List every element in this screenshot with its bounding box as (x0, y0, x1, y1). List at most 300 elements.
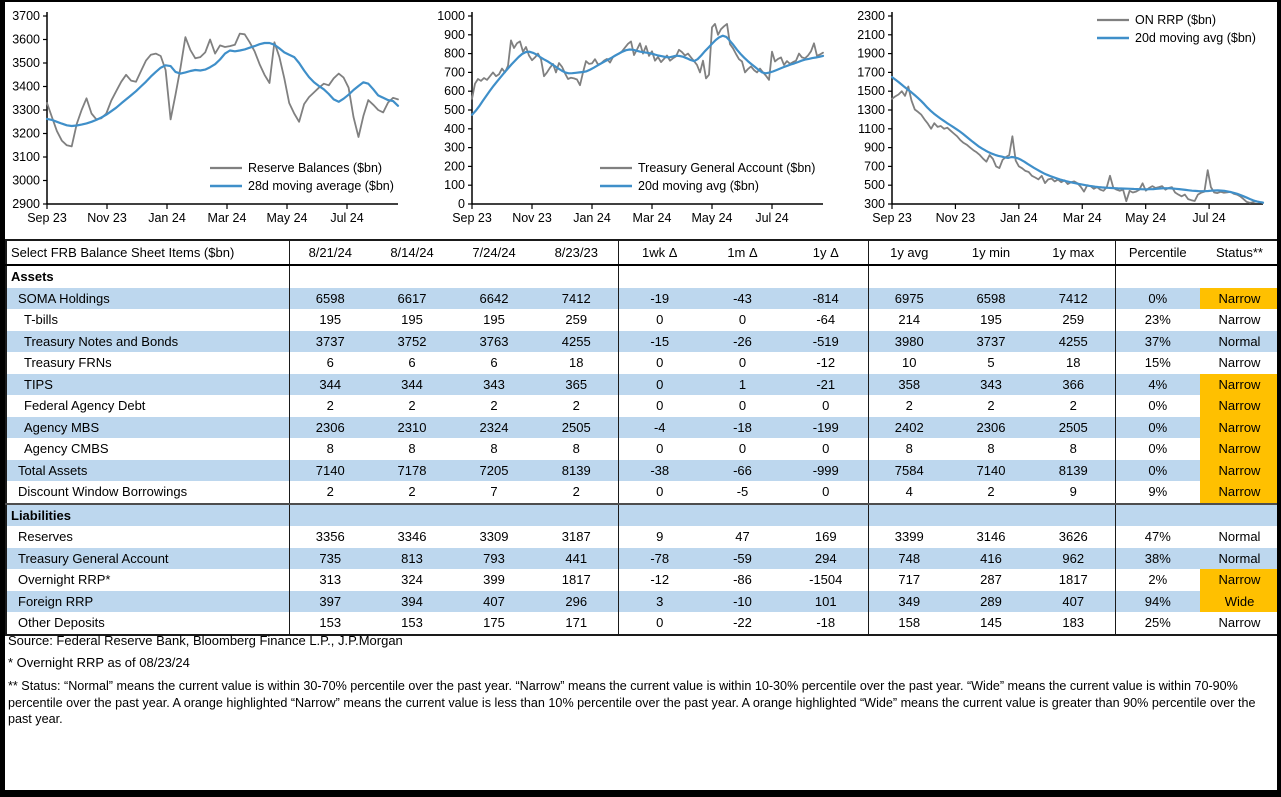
status-cell: Narrow (1200, 438, 1277, 460)
legend-label: Treasury General Account ($bn) (638, 161, 816, 175)
value-cell: 313 (319, 572, 342, 587)
value-cell: 287 (980, 572, 1002, 587)
value-cell: -21 (784, 374, 868, 396)
column-header: 8/23/23 (535, 240, 618, 265)
status-footnote: ** Status: “Normal” means the current value is within 30-70% percentile over the past year. “Narrow” means the current value is within 10-30% percentile over the past year. “Wide” means the current value is within 70-90% percentile over the past year. A orange highlighted “Narrow” means the current value is less than 10% percentile over the past year. A orange highlighted “Wide” means the current value is greater than 90% percentile over the past year. (8, 679, 1256, 726)
value-cell: 158 (898, 615, 921, 630)
value-cell: 324 (401, 572, 423, 587)
y-tick-label: 2100 (857, 27, 885, 42)
percentile-cell: 0% (1115, 288, 1200, 310)
row-label: Total Assets (6, 460, 289, 482)
value-cell: 8 (326, 441, 334, 456)
y-tick-label: 900 (864, 140, 885, 155)
value-cell: 8139 (535, 460, 618, 482)
percentile-cell: 0% (1148, 398, 1168, 413)
x-tick-label: Jul 24 (330, 211, 364, 225)
value-cell: 18 (1032, 352, 1115, 374)
table-row (6, 612, 1277, 635)
status-cell: Normal (1218, 529, 1261, 544)
value-cell: 7140 (289, 460, 371, 482)
value-cell: 3626 (1032, 526, 1115, 548)
value-cell: -4 (618, 417, 701, 439)
value-cell: 2306 (289, 417, 371, 439)
value-cell (868, 265, 950, 288)
value-cell: 3 (618, 591, 701, 613)
x-tick-label: Sep 23 (452, 211, 492, 225)
y-tick-label: 100 (444, 178, 465, 193)
percentile-cell (1115, 504, 1200, 527)
balance-sheet-table (5, 239, 1277, 636)
value-cell: 407 (1032, 591, 1115, 613)
value-cell: 3356 (315, 529, 345, 544)
percentile-cell: 25% (1144, 615, 1171, 630)
column-header: 8/14/24 (371, 240, 453, 265)
column-header: Status** (1200, 240, 1277, 265)
value-cell: -519 (784, 331, 868, 353)
column-header: 1wk Δ (618, 240, 701, 265)
x-tick-label: Jan 24 (573, 211, 611, 225)
y-tick-label: 3100 (12, 150, 40, 164)
value-cell: -26 (701, 331, 784, 353)
value-cell: 3346 (397, 529, 427, 544)
value-cell (1032, 504, 1115, 527)
x-tick-label: Jan 24 (148, 211, 186, 225)
y-tick-label: 2900 (12, 197, 40, 211)
y-tick-label: 700 (864, 159, 885, 174)
value-cell: 366 (1032, 374, 1115, 396)
value-cell (371, 265, 453, 288)
value-cell: -5 (736, 484, 749, 499)
value-cell: 343 (453, 374, 535, 396)
table-row (6, 460, 1277, 482)
y-tick-label: 400 (444, 121, 465, 136)
value-cell: 2306 (950, 417, 1032, 439)
value-cell: 397 (289, 591, 371, 613)
value-cell: -18 (701, 417, 784, 439)
y-tick-label: 2300 (857, 9, 885, 23)
table-row (6, 504, 1277, 527)
value-cell: 7178 (371, 460, 453, 482)
table-row (6, 352, 1277, 374)
value-cell (453, 504, 535, 527)
y-tick-label: 800 (444, 46, 465, 61)
table-header-row (6, 240, 1277, 265)
value-cell: 0 (738, 398, 747, 413)
rrp-footnote: * Overnight RRP as of 08/23/24 (8, 655, 190, 670)
value-cell: 2 (326, 484, 334, 499)
table-row (6, 288, 1277, 310)
status-cell: Narrow (1200, 569, 1277, 591)
value-cell: 7 (490, 484, 498, 499)
value-cell: -78 (618, 548, 701, 570)
x-tick-label: Nov 23 (935, 211, 976, 225)
row-label: SOMA Holdings (6, 288, 289, 310)
value-cell: 6 (408, 355, 416, 370)
status-cell: Narrow (1200, 460, 1277, 482)
value-cell: 8139 (1032, 460, 1115, 482)
value-cell (784, 265, 868, 288)
value-cell: -18 (784, 612, 868, 635)
value-cell: 171 (535, 612, 618, 635)
value-cell (535, 265, 618, 288)
y-tick-label: 500 (864, 178, 885, 193)
value-cell: 3752 (371, 331, 453, 353)
value-cell: -15 (618, 331, 701, 353)
value-cell: 153 (319, 615, 342, 630)
row-label: Discount Window Borrowings (6, 481, 289, 504)
value-cell: 441 (535, 548, 618, 570)
table-row (6, 526, 1277, 548)
value-cell (701, 265, 784, 288)
value-cell: 294 (784, 548, 868, 570)
value-cell: 0 (784, 395, 868, 417)
value-cell: 3737 (950, 331, 1032, 353)
row-label: Treasury Notes and Bonds (6, 331, 289, 353)
value-cell: 2505 (1032, 417, 1115, 439)
value-cell: 6 (490, 355, 498, 370)
percentile-cell (1115, 265, 1200, 288)
table-row (6, 438, 1277, 460)
y-tick-label: 1100 (858, 121, 885, 136)
y-tick-label: 1700 (857, 65, 885, 80)
value-cell: 1817 (535, 569, 618, 591)
status-cell (1200, 265, 1277, 288)
table-row (6, 569, 1277, 591)
x-tick-label: Nov 23 (512, 211, 552, 225)
status-cell: Normal (1200, 548, 1277, 570)
value-cell: 8 (1032, 438, 1115, 460)
value-cell (950, 265, 1032, 288)
row-label: T-bills (6, 309, 289, 331)
status-cell: Normal (1200, 331, 1277, 353)
value-cell: 153 (401, 615, 423, 630)
value-cell: 344 (371, 374, 453, 396)
value-cell: 0 (738, 312, 747, 327)
series-line (892, 87, 1263, 204)
percentile-cell: 15% (1144, 355, 1171, 370)
value-cell: -10 (701, 591, 784, 613)
status-cell: Narrow (1200, 395, 1277, 417)
value-cell: 0 (656, 355, 664, 370)
value-cell: 195 (483, 312, 505, 327)
value-cell: 6598 (289, 288, 371, 310)
x-tick-label: Jan 24 (1000, 211, 1038, 225)
value-cell: 2 (490, 398, 498, 413)
value-cell: 0 (656, 441, 664, 456)
value-cell: 2 (535, 481, 618, 504)
value-cell: 2402 (868, 417, 950, 439)
percentile-cell: 37% (1115, 331, 1200, 353)
x-tick-label: Mar 24 (207, 211, 247, 225)
x-tick-label: Mar 24 (632, 211, 672, 225)
y-tick-label: 3000 (12, 173, 40, 188)
value-cell: 407 (453, 591, 535, 613)
value-cell: 2310 (371, 417, 453, 439)
value-cell (289, 265, 371, 288)
legend-label: 20d moving avg ($bn) (1135, 31, 1256, 45)
value-cell: -86 (733, 572, 752, 587)
row-label: Treasury FRNs (6, 352, 289, 374)
value-cell: 183 (1032, 612, 1115, 635)
value-cell: 0 (656, 398, 664, 413)
value-cell: 6617 (371, 288, 453, 310)
y-tick-label: 1000 (437, 9, 465, 23)
y-tick-label: 3700 (12, 9, 40, 23)
percentile-cell: 4% (1115, 374, 1200, 396)
value-cell: 2 (987, 398, 995, 413)
treasury-general-account-chart (430, 4, 835, 234)
value-cell: 344 (289, 374, 371, 396)
series-line (47, 43, 398, 126)
percentile-cell: 0% (1115, 460, 1200, 482)
table-row (6, 548, 1277, 570)
value-cell: 6598 (950, 288, 1032, 310)
y-tick-label: 900 (444, 27, 465, 42)
row-label: Federal Agency Debt (6, 395, 289, 417)
value-cell: 4255 (535, 331, 618, 353)
y-tick-label: 1900 (857, 46, 885, 61)
x-tick-label: Sep 23 (872, 211, 912, 225)
value-cell: -1504 (784, 569, 868, 591)
value-cell: 8 (535, 438, 618, 460)
value-cell: 214 (898, 312, 921, 327)
value-cell: 0 (618, 374, 701, 396)
row-label: Foreign RRP (6, 591, 289, 613)
value-cell: 9 (656, 529, 664, 544)
y-tick-label: 600 (444, 84, 465, 99)
column-header: 7/24/24 (453, 240, 535, 265)
value-cell (1032, 265, 1115, 288)
value-cell: 0 (738, 355, 747, 370)
value-cell: 416 (950, 548, 1032, 570)
column-header: Percentile (1115, 240, 1200, 265)
source-note: Source: Federal Reserve Bank, Bloomberg Finance L.P., J.P.Morgan (8, 633, 403, 648)
y-tick-label: 1500 (857, 84, 885, 99)
row-label: Treasury General Account (6, 548, 289, 570)
row-label: Reserves (6, 526, 289, 548)
table-row (6, 481, 1277, 504)
value-cell: 0 (656, 312, 664, 327)
value-cell: 3187 (535, 526, 618, 548)
value-cell (701, 504, 784, 527)
value-cell: 2 (326, 398, 334, 413)
y-tick-label: 1300 (857, 103, 885, 117)
percentile-cell: 2% (1148, 572, 1168, 587)
value-cell (535, 504, 618, 527)
percentile-cell: 0% (1148, 441, 1168, 456)
value-cell: 195 (319, 312, 342, 327)
value-cell: 7412 (535, 288, 618, 310)
value-cell: 748 (868, 548, 950, 570)
column-header: 1y avg (868, 240, 950, 265)
column-header: 8/21/24 (289, 240, 371, 265)
legend-label: ON RRP ($bn) (1135, 13, 1217, 27)
value-cell: 0 (784, 481, 868, 504)
on-rrp-chart (850, 4, 1275, 234)
value-cell: -22 (733, 615, 752, 630)
value-cell (289, 504, 371, 527)
value-cell: 7584 (868, 460, 950, 482)
value-cell: -59 (701, 548, 784, 570)
value-cell: 289 (950, 591, 1032, 613)
legend-label: 28d moving average ($bn) (248, 179, 394, 193)
value-cell: 3737 (289, 331, 371, 353)
y-tick-label: 700 (444, 65, 465, 80)
value-cell: 2 (408, 484, 416, 499)
column-header: 1m Δ (701, 240, 784, 265)
x-tick-label: Jul 24 (1192, 211, 1226, 225)
status-cell: Narrow (1218, 615, 1261, 630)
value-cell: 195 (980, 312, 1002, 327)
value-cell: -43 (701, 288, 784, 310)
value-cell (618, 504, 701, 527)
status-cell: Narrow (1218, 355, 1261, 370)
value-cell: 3763 (453, 331, 535, 353)
table-row (6, 331, 1277, 353)
value-cell: 2 (987, 484, 995, 499)
value-cell: -999 (784, 460, 868, 482)
value-cell: -38 (618, 460, 701, 482)
status-cell: Wide (1200, 591, 1277, 613)
x-tick-label: Nov 23 (87, 211, 127, 225)
legend-label: 20d moving avg ($bn) (638, 179, 759, 193)
y-tick-label: 0 (458, 197, 465, 211)
y-tick-label: 300 (864, 197, 885, 211)
value-cell: 3146 (976, 529, 1006, 544)
value-cell: 6 (326, 355, 334, 370)
value-cell: 793 (453, 548, 535, 570)
series-line (472, 24, 823, 99)
table-row (6, 374, 1277, 396)
value-cell: 962 (1032, 548, 1115, 570)
value-cell: -199 (784, 417, 868, 439)
y-tick-label: 500 (444, 103, 465, 117)
value-cell: 3980 (868, 331, 950, 353)
value-cell (371, 504, 453, 527)
value-cell: 4255 (1032, 331, 1115, 353)
value-cell: 8 (408, 441, 416, 456)
value-cell: 358 (868, 374, 950, 396)
value-cell: -12 (650, 572, 670, 587)
value-cell: 8 (905, 441, 913, 456)
value-cell: 4 (905, 484, 913, 499)
value-cell: -814 (784, 288, 868, 310)
value-cell: 47 (735, 529, 750, 544)
y-tick-label: 3200 (12, 126, 40, 141)
value-cell: -19 (618, 288, 701, 310)
value-cell: 2505 (535, 417, 618, 439)
table-row (6, 309, 1277, 331)
value-cell: 8 (490, 441, 498, 456)
value-cell: 101 (784, 591, 868, 613)
row-label: Liabilities (6, 504, 289, 527)
value-cell: -12 (784, 352, 868, 374)
x-tick-label: Sep 23 (27, 211, 67, 225)
value-cell: 9 (1032, 481, 1115, 504)
value-cell: 2 (905, 398, 913, 413)
row-label: Agency MBS (6, 417, 289, 439)
report-page (5, 2, 1277, 790)
column-header: 1y Δ (784, 240, 868, 265)
value-cell: 0 (656, 615, 664, 630)
value-cell: 2 (408, 398, 416, 413)
row-label: Other Deposits (6, 612, 289, 635)
value-cell: 10 (902, 355, 917, 370)
y-tick-label: 3500 (12, 56, 40, 70)
value-cell: 18 (535, 352, 618, 374)
table-row (6, 417, 1277, 439)
value-cell: 169 (784, 526, 868, 548)
value-cell: 399 (483, 572, 505, 587)
table-row (6, 591, 1277, 613)
value-cell: 394 (371, 591, 453, 613)
value-cell: 0 (784, 438, 868, 460)
row-label: TIPS (6, 374, 289, 396)
value-cell: 717 (898, 572, 921, 587)
table-row (6, 265, 1277, 288)
x-tick-label: Mar 24 (1062, 211, 1102, 225)
value-cell (618, 265, 701, 288)
percentile-cell: 47% (1144, 529, 1171, 544)
value-cell: 5 (987, 355, 995, 370)
series-line (892, 77, 1263, 203)
value-cell: 365 (535, 374, 618, 396)
value-cell: 1 (701, 374, 784, 396)
value-cell: 145 (980, 615, 1002, 630)
value-cell: 195 (401, 312, 423, 327)
value-cell: 175 (483, 615, 505, 630)
reserve-balances-chart (5, 4, 410, 234)
value-cell: 735 (289, 548, 371, 570)
status-cell: Narrow (1218, 312, 1261, 327)
value-cell: 3399 (894, 529, 924, 544)
row-label: Assets (6, 265, 289, 288)
x-tick-label: May 24 (266, 211, 308, 225)
x-tick-label: Jul 24 (755, 211, 789, 225)
value-cell: 259 (1032, 309, 1115, 331)
value-cell: 6642 (453, 288, 535, 310)
y-tick-label: 3600 (12, 32, 40, 47)
value-cell: 7140 (950, 460, 1032, 482)
percentile-cell: 38% (1115, 548, 1200, 570)
x-tick-label: May 24 (691, 211, 733, 225)
value-cell: 259 (535, 309, 618, 331)
status-cell: Narrow (1200, 288, 1277, 310)
legend-label: Reserve Balances ($bn) (248, 161, 383, 175)
x-tick-label: May 24 (1125, 211, 1167, 225)
value-cell: 0 (656, 484, 664, 499)
value-cell: 7205 (453, 460, 535, 482)
value-cell: 2 (535, 395, 618, 417)
value-cell (453, 265, 535, 288)
percentile-cell: 0% (1115, 417, 1200, 439)
percentile-cell: 9% (1148, 484, 1168, 499)
status-cell: Narrow (1200, 374, 1277, 396)
value-cell (950, 504, 1032, 527)
value-cell: 349 (868, 591, 950, 613)
row-label: Overnight RRP* (6, 569, 289, 591)
column-header: Select FRB Balance Sheet Items ($bn) (6, 240, 289, 265)
y-tick-label: 300 (444, 140, 465, 155)
value-cell: 6975 (868, 288, 950, 310)
value-cell: -64 (784, 309, 868, 331)
row-label: Agency CMBS (6, 438, 289, 460)
status-cell (1200, 504, 1277, 527)
y-tick-label: 200 (444, 159, 465, 174)
series-line (47, 34, 398, 147)
value-cell (784, 504, 868, 527)
value-cell: 1817 (1032, 569, 1115, 591)
